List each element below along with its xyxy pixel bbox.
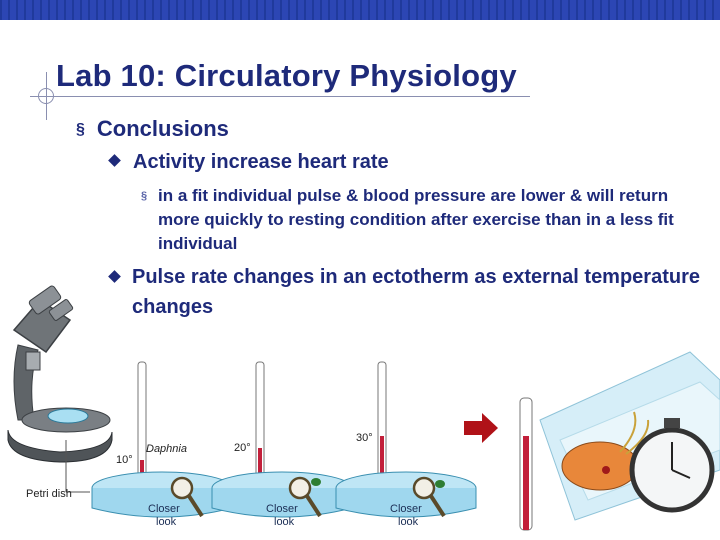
look-label: look — [398, 516, 419, 528]
bullet-conclusions-text: Conclusions — [96, 116, 229, 141]
bullet-ectotherm-text: Pulse rate changes in an ectotherm as external temperature changes — [132, 266, 700, 318]
look-label: look — [156, 516, 177, 528]
bullet-activity — [110, 151, 389, 174]
closer-label: Closer — [148, 503, 180, 515]
look-label: look — [274, 516, 295, 528]
arrow-right-icon — [464, 413, 498, 443]
slide-top-bar — [0, 0, 720, 20]
title-underline-rule — [30, 96, 530, 97]
dish-20-degrees — [212, 362, 352, 528]
slide-title: Lab 10: Circulatory Physiology — [56, 58, 517, 93]
dish-10-degrees — [92, 362, 232, 528]
temp-label-10: 10° — [116, 454, 133, 466]
closer-label: Closer — [266, 503, 298, 515]
lab-illustration — [0, 280, 720, 540]
closer-label: Closer — [390, 503, 422, 515]
diamond-bullet-icon — [108, 154, 121, 167]
microscope-icon — [8, 285, 112, 462]
square-bullet-icon: § — [141, 190, 148, 202]
temp-label-30: 30° — [356, 432, 373, 444]
daphnia-icon — [562, 442, 638, 490]
temp-label-20: 20° — [234, 442, 251, 454]
petri-dish-label: Petri dish — [26, 488, 72, 500]
bullet-fit-individual-text: in a fit individual pulse & blood pressure are lower & will return more quickly to resting condition after exercise than in a less fit individual — [158, 186, 674, 253]
closeup-panel — [520, 352, 720, 530]
bullet-activity-text: Activity increase heart rate — [133, 151, 389, 173]
dish-30-degrees — [336, 362, 476, 528]
daphnia-label: Daphnia — [146, 443, 187, 455]
magnifier-icon — [414, 478, 434, 498]
magnifier-icon — [172, 478, 192, 498]
magnifier-icon — [290, 478, 310, 498]
square-bullet-icon: § — [76, 121, 85, 138]
bullet-fit-individual — [141, 184, 681, 256]
bullet-conclusions — [76, 116, 229, 142]
